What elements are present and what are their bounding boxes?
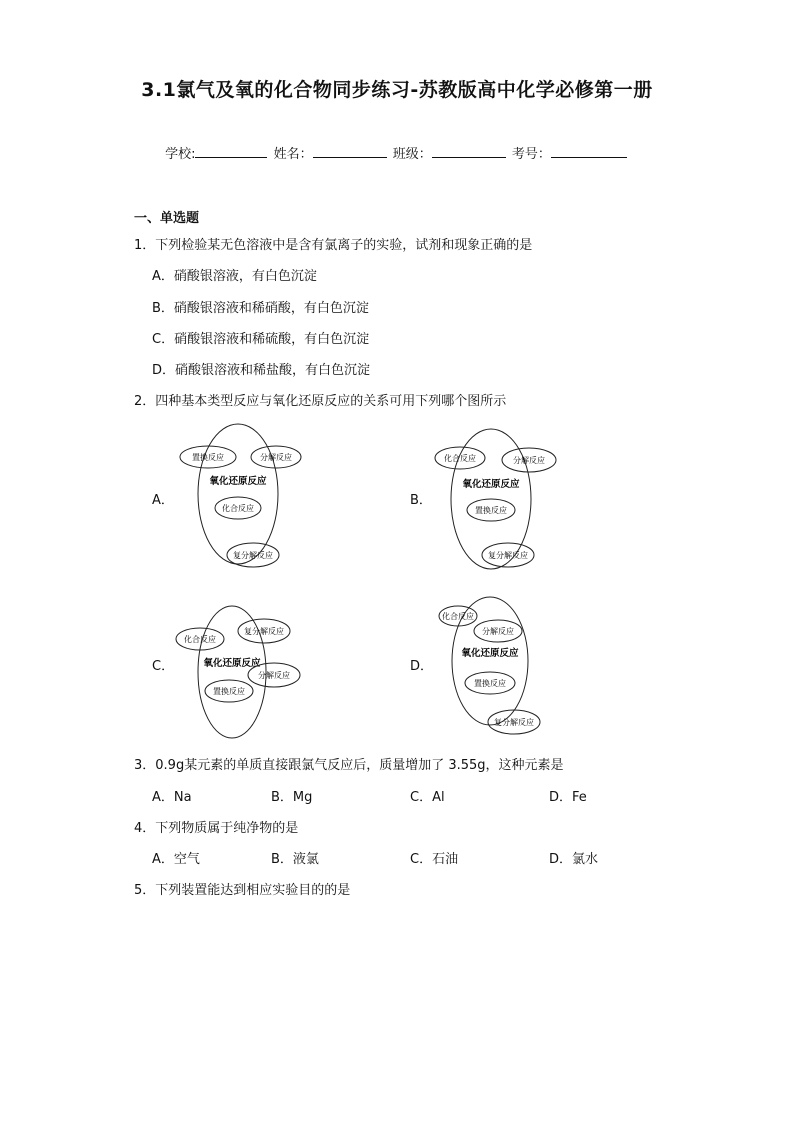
diagram-a [176, 420, 326, 580]
question-2-option-a[interactable]: A． [152, 493, 174, 508]
question-3-option-c[interactable]: C．Al [410, 790, 445, 805]
diagram-c-combination-text: 化合反应 [184, 635, 216, 644]
diagram-c-decomposition-text: 分解反应 [258, 671, 290, 680]
diagram-d-combination-text: 化合反应 [442, 612, 474, 621]
question-4-option-c[interactable]: C．石油 [410, 852, 459, 867]
diagram-b [432, 420, 582, 590]
diagram-a-decomposition-text: 分解反应 [260, 453, 292, 462]
diagram-b-redox-text: 氧化还原反应 [462, 479, 520, 490]
diagram-d-decomposition-text: 分解反应 [482, 627, 514, 636]
diagram-c-redox-text: 氧化还原反应 [203, 658, 261, 669]
diagram-b-combination-text: 化合反应 [444, 454, 476, 463]
question-2-option-d[interactable]: D． [410, 659, 434, 674]
section-heading: 一、单选题 [134, 211, 200, 226]
question-4-stem: 4．下列物质属于纯净物的是 [134, 821, 299, 836]
question-3-option-b[interactable]: B．Mg [271, 790, 313, 805]
question-4-option-d[interactable]: D．氯水 [549, 852, 599, 867]
school-label: 学校: [165, 147, 196, 162]
question-5-stem: 5．下列装置能达到相应实验目的的是 [134, 883, 351, 898]
diagram-a-combination-text: 化合反应 [222, 504, 254, 513]
number-blank[interactable] [551, 144, 627, 158]
question-1-option-c[interactable]: C．硝酸银溶液和稀硫酸，有白色沉淀 [152, 332, 370, 347]
diagram-a-redox-text: 氧化还原反应 [209, 476, 267, 487]
question-4-option-a[interactable]: A．空气 [152, 852, 200, 867]
diagram-d-displacement-text: 置换反应 [474, 679, 506, 688]
question-3-stem: 3．0.9g某元素的单质直接跟氯气反应后，质量增加了 3.55g，这种元素是 [134, 758, 564, 773]
name-blank[interactable] [313, 144, 387, 158]
question-3-option-a[interactable]: A．Na [152, 790, 192, 805]
diagram-a-redox-ellipse [198, 424, 278, 564]
question-4-option-b[interactable]: B．液氯 [271, 852, 319, 867]
diagram-b-displacement-text: 置换反应 [475, 506, 507, 515]
diagram-c-redox-ellipse [198, 606, 266, 738]
diagram-c [172, 600, 322, 750]
diagram-c-double-text: 复分解反应 [244, 627, 284, 636]
question-2-option-b[interactable]: B． [410, 493, 432, 508]
question-3-option-d[interactable]: D．Fe [549, 790, 587, 805]
question-2-option-c[interactable]: C． [152, 659, 175, 674]
question-1-option-a[interactable]: A．硝酸银溶液，有白色沉淀 [152, 269, 317, 284]
class-blank[interactable] [432, 144, 506, 158]
name-label: 姓名： [273, 147, 313, 162]
diagram-a-displacement-text: 置换反应 [192, 453, 224, 462]
class-label: 班级： [392, 147, 432, 162]
diagram-d-double-text: 复分解反应 [494, 718, 534, 727]
question-2-stem: 2．四种基本类型反应与氧化还原反应的关系可用下列哪个图所示 [134, 394, 507, 409]
diagram-d-redox-text: 氧化还原反应 [461, 648, 519, 659]
number-label: 考号： [511, 147, 551, 162]
student-info-line [0, 143, 794, 162]
diagram-b-double-text: 复分解反应 [488, 551, 528, 560]
school-blank[interactable] [195, 144, 267, 158]
diagram-d [436, 595, 586, 745]
question-1-option-b[interactable]: B．硝酸银溶液和稀硝酸，有白色沉淀 [152, 301, 369, 316]
diagram-a-double-text: 复分解反应 [233, 551, 273, 560]
question-1-option-d[interactable]: D．硝酸银溶液和稀盐酸，有白色沉淀 [152, 363, 371, 378]
page-title: 3.1氯气及氧的化合物同步练习-苏教版高中化学必修第一册 [141, 79, 653, 101]
question-1-stem: 1．下列检验某无色溶液中是含有氯离子的实验，试剂和现象正确的是 [134, 238, 533, 253]
diagram-c-displacement-text: 置换反应 [213, 687, 245, 696]
diagram-b-decomposition-text: 分解反应 [513, 456, 545, 465]
